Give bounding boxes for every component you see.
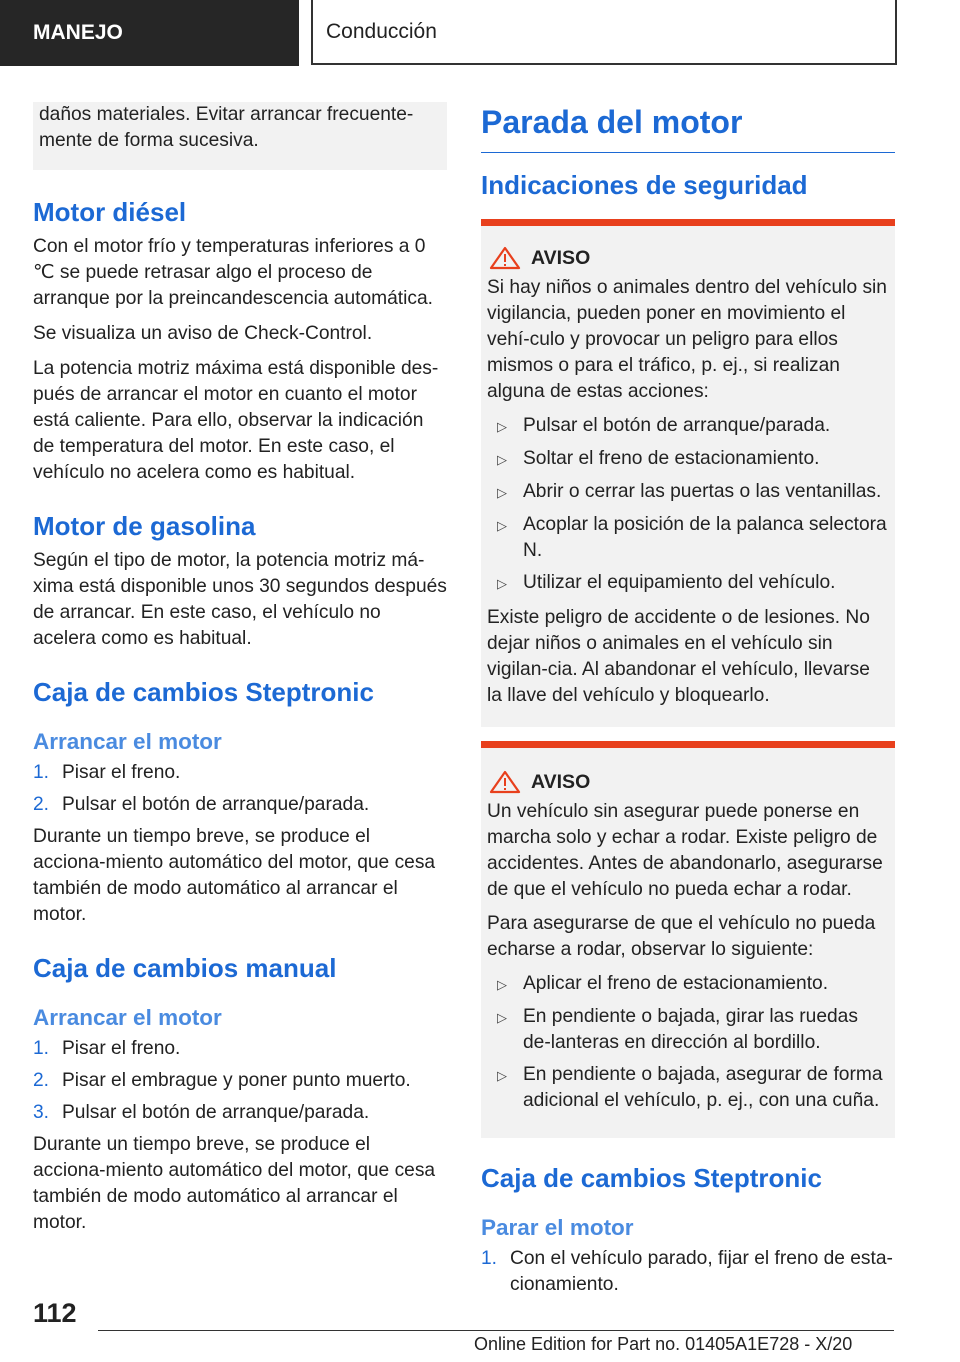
diesel-paragraph-1: Con el motor frío y temperaturas inferiores a 0 ℃ se puede retrasar algo el proceso de arranque por la preincandescencia automática. bbox=[33, 236, 433, 309]
steptronic-start-subheading: Arrancar el motor bbox=[33, 729, 222, 754]
warning-outro: Existe peligro de accidente o de lesiones. No dejar niños o animales en el vehículo sin vigilan-cia. Al abandonar el vehículo, llevarse la llave del vehículo y bloquearlo. bbox=[487, 607, 870, 706]
header-section-label: MANEJO bbox=[33, 21, 123, 44]
list-item bbox=[481, 1246, 895, 1298]
warning-intro: Si hay niños o animales dentro del vehículo sin vigilancia, pueden poner en movimiento el vehí-culo y provocar un peligro para ellos mismos o para el tráfico, p. ej., si realizan alguna de estas acciones: bbox=[487, 277, 887, 402]
step-text: Pisar el embrague y poner punto muerto. bbox=[62, 1070, 411, 1091]
diesel-paragraph-3: La potencia motriz máxima está disponible des-pués de arrancar el motor en cuanto el motor está caliente. Para ello, observar la indicación de temperatura del motor. En este caso, el vehículo no acelera como es habitual. bbox=[33, 358, 439, 483]
step-number: 1. bbox=[33, 1038, 50, 1059]
bullet-text: Utilizar el equipamiento del vehículo. bbox=[523, 572, 836, 593]
warning-actions-list bbox=[487, 413, 887, 597]
warning-label: AVISO bbox=[531, 246, 591, 269]
warning-triangle-icon bbox=[489, 246, 521, 270]
bullet-text: En pendiente o bajada, asegurar de forma adicional el vehículo, p. ej., con una cuña. bbox=[523, 1064, 883, 1111]
bullet-triangle-icon: ▷ bbox=[497, 518, 507, 533]
list-item bbox=[487, 570, 887, 597]
list-item bbox=[33, 1100, 447, 1126]
page-number: 112 bbox=[33, 1298, 77, 1328]
header-chapter-label: Conducción bbox=[326, 19, 437, 43]
footer-divider bbox=[98, 1330, 894, 1331]
bullet-text: Abrir o cerrar las puertas o las ventanillas. bbox=[523, 481, 882, 502]
bullet-triangle-icon: ▷ bbox=[497, 1068, 507, 1083]
right-column bbox=[481, 102, 895, 1304]
warning-header bbox=[487, 770, 887, 794]
header-section-tab bbox=[0, 0, 299, 66]
bullet-text: En pendiente o bajada, girar las ruedas de-lanteras en dirección al bordillo. bbox=[523, 1006, 858, 1053]
warning-precautions-list bbox=[487, 971, 887, 1114]
left-column bbox=[33, 102, 447, 1245]
steptronic-stop-heading: Caja de cambios Steptronic bbox=[481, 1163, 822, 1193]
bullet-triangle-icon: ▷ bbox=[497, 977, 507, 992]
list-item bbox=[33, 760, 447, 786]
step-text: Pisar el freno. bbox=[62, 762, 181, 783]
manual-start-steps bbox=[33, 1036, 447, 1126]
warning-box-rolling bbox=[481, 741, 895, 1138]
header-chapter-tab bbox=[311, 0, 897, 65]
diesel-paragraph-2: Se visualiza un aviso de Check-Control. bbox=[33, 323, 373, 344]
bullet-triangle-icon: ▷ bbox=[497, 576, 507, 591]
step-text: Pulsar el botón de arranque/parada. bbox=[62, 1102, 370, 1123]
continued-note-text: daños materiales. Evitar arrancar frecuente- mente de forma sucesiva. bbox=[39, 104, 414, 151]
manual-start-subheading: Arrancar el motor bbox=[33, 1005, 222, 1030]
manual-start-note: Durante un tiempo breve, se produce el acciona-miento automático del motor, que cesa también de modo automático al arrancar el motor. bbox=[33, 1134, 436, 1233]
bullet-triangle-icon: ▷ bbox=[497, 419, 507, 434]
safety-heading: Indicaciones de seguridad bbox=[481, 170, 808, 200]
list-item bbox=[487, 1062, 887, 1114]
step-number: 3. bbox=[33, 1102, 50, 1123]
warning-box-children bbox=[481, 219, 895, 727]
footer-edition: Online Edition for Part no. 01405A1E728 - X/20 bbox=[474, 1334, 853, 1354]
list-item bbox=[487, 479, 887, 506]
gasolina-heading: Motor de gasolina bbox=[33, 511, 256, 541]
warning-paragraph-1: Un vehículo sin asegurar puede ponerse en marcha solo y echar a rodar. Existe peligro de accidentes. Antes de abandonarlo, asegurarse de que el vehículo no pueda echar a rodar. bbox=[487, 801, 883, 900]
step-number: 2. bbox=[33, 794, 50, 815]
bullet-triangle-icon: ▷ bbox=[497, 1010, 507, 1025]
step-text: Pisar el freno. bbox=[62, 1038, 181, 1059]
bullet-triangle-icon: ▷ bbox=[497, 485, 507, 500]
step-text: Pulsar el botón de arranque/parada. bbox=[62, 794, 370, 815]
list-item bbox=[487, 971, 887, 998]
step-number: 1. bbox=[481, 1248, 498, 1269]
warning-label: AVISO bbox=[531, 770, 591, 793]
diesel-heading: Motor diésel bbox=[33, 197, 187, 227]
step-number: 2. bbox=[33, 1070, 50, 1091]
list-item bbox=[487, 413, 887, 440]
manual-heading: Caja de cambios manual bbox=[33, 953, 337, 983]
steptronic-start-steps bbox=[33, 760, 447, 818]
steptronic-heading: Caja de cambios Steptronic bbox=[33, 677, 374, 707]
bullet-text: Acoplar la posición de la palanca selectora N. bbox=[523, 514, 887, 561]
list-item bbox=[33, 792, 447, 818]
steptronic-start-note: Durante un tiempo breve, se produce el acciona-miento automático del motor, que cesa también de modo automático al arrancar el motor. bbox=[33, 826, 436, 925]
warning-triangle-icon bbox=[489, 770, 521, 794]
list-item bbox=[487, 446, 887, 473]
gasolina-paragraph: Según el tipo de motor, la potencia motriz má-xima está disponible unos 30 segundos después de arrancar. En este caso, el vehículo no acelera como es habitual. bbox=[33, 550, 447, 649]
warning-header bbox=[487, 246, 887, 270]
list-item bbox=[487, 512, 887, 564]
bullet-text: Pulsar el botón de arranque/parada. bbox=[523, 415, 831, 436]
steptronic-stop-subheading: Parar el motor bbox=[481, 1215, 634, 1240]
list-item bbox=[33, 1036, 447, 1062]
continued-note-box bbox=[33, 102, 447, 170]
bullet-triangle-icon: ▷ bbox=[497, 452, 507, 467]
page-section-title: Parada del motor bbox=[481, 102, 895, 153]
list-item bbox=[487, 1004, 887, 1056]
warning-paragraph-2: Para asegurarse de que el vehículo no pueda echarse a rodar, observar lo siguiente: bbox=[487, 913, 876, 960]
bullet-text: Soltar el freno de estacionamiento. bbox=[523, 448, 820, 469]
steptronic-stop-steps bbox=[481, 1246, 895, 1298]
bullet-text: Aplicar el freno de estacionamiento. bbox=[523, 973, 829, 994]
step-text: Con el vehículo parado, fijar el freno de esta-cionamiento. bbox=[510, 1248, 893, 1295]
step-number: 1. bbox=[33, 762, 50, 783]
list-item bbox=[33, 1068, 447, 1094]
